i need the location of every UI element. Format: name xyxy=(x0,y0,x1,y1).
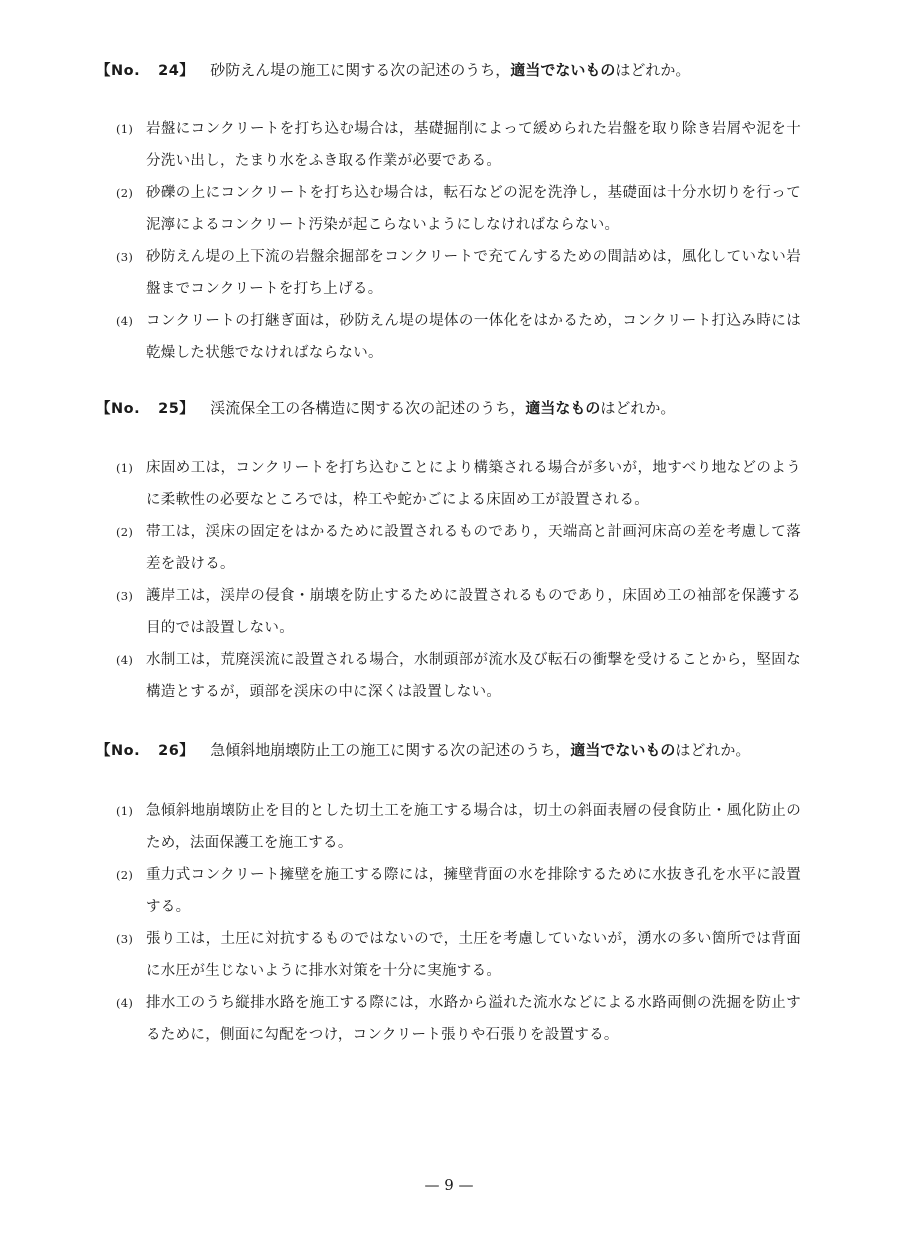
option-item xyxy=(116,177,801,241)
question-header xyxy=(96,59,816,82)
question-text: 急傾斜地崩壊防止工の施工に関する次の記述のうち，適当でないものはどれか。 xyxy=(210,741,751,759)
option-item xyxy=(116,795,801,859)
option-item xyxy=(116,241,801,305)
question-24 xyxy=(96,59,816,82)
option-text: 床固め工は，コンクリートを打ち込むことにより構築される場合が多いが，地すべり地などのように柔軟性の必要なところでは，枠工や蛇かごによる床固め工が設置される。 xyxy=(146,460,801,508)
option-number: (1) xyxy=(116,122,134,136)
option-number: (1) xyxy=(116,804,134,818)
question-number: 【No. 24】 xyxy=(96,63,195,79)
option-number: (1) xyxy=(116,461,134,475)
option-item xyxy=(116,452,801,516)
question-25 xyxy=(96,397,816,420)
option-item xyxy=(116,859,801,923)
question-text: 砂防えん堤の施工に関する次の記述のうち，適当でないものはどれか。 xyxy=(210,61,691,79)
option-number: (4) xyxy=(116,996,134,1010)
options-list-26 xyxy=(116,795,801,1051)
question-header xyxy=(96,739,816,762)
option-number: (3) xyxy=(116,250,134,264)
option-text: 岩盤にコンクリートを打ち込む場合は，基礎掘削によって緩められた岩盤を取り除き岩屑や泥を十分洗い出し，たまり水をふき取る作業が必要である。 xyxy=(146,121,801,169)
option-number: (2) xyxy=(116,525,134,539)
option-text: 急傾斜地崩壊防止を目的とした切土工を施工する場合は，切土の斜面表層の侵食防止・風化防止のため，法面保護工を施工する。 xyxy=(146,803,801,851)
question-emphasis: 適当でないもの xyxy=(570,741,676,759)
question-text: 渓流保全工の各構造に関する次の記述のうち，適当なものはどれか。 xyxy=(210,399,676,417)
option-text: コンクリートの打継ぎ面は，砂防えん堤の堤体の一体化をはかるため，コンクリート打込み時には乾燥した状態でなければならない。 xyxy=(146,313,801,361)
page-number: — 9 — xyxy=(424,1176,474,1194)
question-header xyxy=(96,397,816,420)
option-item xyxy=(116,923,801,987)
question-emphasis: 適当なもの xyxy=(525,399,601,417)
question-number: 【No. 26】 xyxy=(96,743,195,759)
option-text: 砂防えん堤の上下流の岩盤余掘部をコンクリートで充てんするための間詰めは，風化していない岩盤までコンクリートを打ち上げる。 xyxy=(146,249,801,297)
option-text: 重力式コンクリート擁壁を施工する際には，擁壁背面の水を排除するために水抜き孔を水平に設置する。 xyxy=(146,867,801,915)
question-emphasis: 適当でないもの xyxy=(510,61,616,79)
option-number: (2) xyxy=(116,186,134,200)
option-item xyxy=(116,580,801,644)
option-item xyxy=(116,516,801,580)
option-number: (2) xyxy=(116,868,134,882)
option-text: 帯工は，渓床の固定をはかるために設置されるものであり，天端高と計画河床高の差を考慮して落差を設ける。 xyxy=(146,524,801,572)
option-number: (3) xyxy=(116,589,134,603)
option-text: 排水工のうち縦排水路を施工する際には，水路から溢れた流水などによる水路両側の洗掘を防止するために，側面に勾配をつけ，コンクリート張りや石張りを設置する。 xyxy=(146,995,801,1043)
option-item xyxy=(116,987,801,1051)
option-text: 張り工は，土圧に対抗するものではないので，土圧を考慮していないが，湧水の多い箇所では背面に水圧が生じないように排水対策を十分に実施する。 xyxy=(146,931,801,979)
option-item xyxy=(116,305,801,369)
option-item xyxy=(116,644,801,708)
option-number: (3) xyxy=(116,932,134,946)
option-number: (4) xyxy=(116,653,134,667)
option-item xyxy=(116,113,801,177)
question-number: 【No. 25】 xyxy=(96,401,195,417)
option-number: (4) xyxy=(116,314,134,328)
options-list-24 xyxy=(116,113,801,369)
option-text: 水制工は，荒廃渓流に設置される場合，水制頭部が流水及び転石の衝撃を受けることから，堅固な構造とするが，頭部を渓床の中に深くは設置しない。 xyxy=(146,652,801,700)
option-text: 砂礫の上にコンクリートを打ち込む場合は，転石などの泥を洗浄し，基礎面は十分水切りを行って泥濘によるコンクリート汚染が起こらないようにしなければならない。 xyxy=(146,185,801,233)
options-list-25 xyxy=(116,452,801,708)
option-text: 護岸工は，渓岸の侵食・崩壊を防止するために設置されるものであり，床固め工の袖部を保護する目的では設置しない。 xyxy=(146,588,801,636)
question-26 xyxy=(96,739,816,762)
